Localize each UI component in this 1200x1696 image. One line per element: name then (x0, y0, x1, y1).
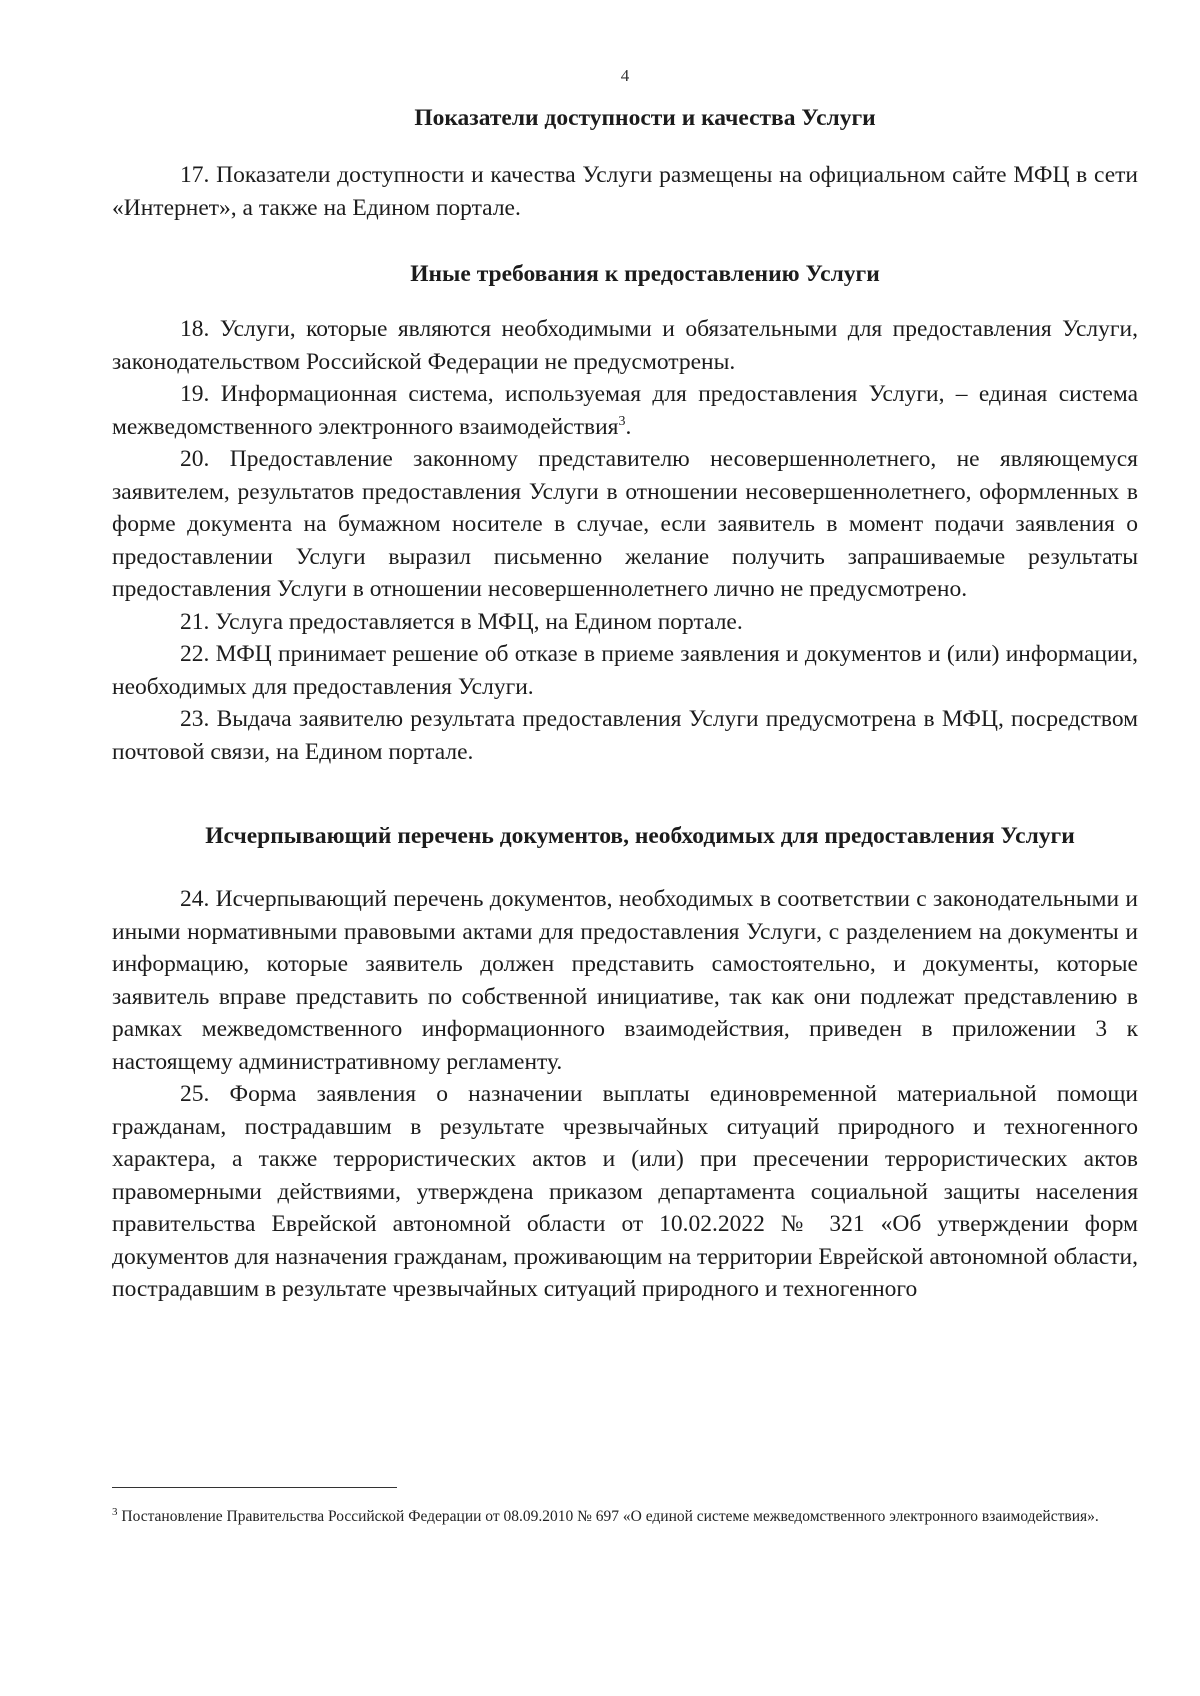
paragraph-19 (112, 378, 1138, 443)
section-other-requirements (112, 258, 1138, 768)
paragraph-25: 25. Форма заявления о назначении выплаты единовременной материальной помощи гражданам, пострадавшим в результате чрезвычайных ситуаций природного и техногенного характера, а также террористических актов и (или) при пресечении террористических актов правомерными действиями, утверждена приказом департамента социальной защиты населения правительства Еврейской автономной области от 10.02.2022 № 321 «Об утверждении форм документов для назначения гражданам, проживающим на территории Еврейской автономной области, пострадавшим в результате чрезвычайных ситуаций природного и техногенного (112, 1081, 1138, 1302)
paragraph-19-end: . (625, 413, 632, 440)
paragraph-23: 23. Выдача заявителю результата предоставления Услуги предусмотрена в МФЦ, посредством почтовой связи, на Едином портале. (112, 706, 1138, 765)
section-heading: Иные требования к предоставлению Услуги (410, 261, 880, 287)
section-document-list (112, 820, 1138, 1306)
page-number: 4 (620, 66, 630, 85)
paragraph-21: 21. Услуга предоставляется в МФЦ, на Едином портале. (180, 608, 743, 635)
paragraph-19-text: 19. Информационная система, используемая для предоставления Услуги, – единая система межведомственного электронного взаимодействия (112, 381, 1138, 440)
footnote (112, 1504, 1138, 1530)
paragraph-24: 24. Исчерпывающий перечень документов, необходимых в соответствии с законодательными и иными нормативными правовыми актами для предоставления Услуги, с разделением на документы и информацию, которые заявитель должен представить самостоятельно, и документы, которые заявитель вправе представить по собственной инициативе, так как они подлежат представлению в рамках межведомственного информационного взаимодействия, приведен в приложении 3 к настоящему административному регламенту. (112, 886, 1138, 1075)
section-heading: Исчерпывающий перечень документов, необходимых для предоставления Услуги (205, 823, 1075, 849)
section-heading: Показатели доступности и качества Услуги (414, 105, 876, 131)
section-accessibility (112, 102, 1138, 224)
paragraph-17: 17. Показатели доступности и качества Услуги размещены на официальном сайте МФЦ в сети «Интернет», а также на Едином портале. (112, 162, 1138, 221)
paragraph-20: 20. Предоставление законному представителю несовершеннолетнего, не являющемуся заявителем, результатов предоставления Услуги в отношении несовершеннолетнего, оформленных в форме документа на бумажном носителе в случае, если заявитель в момент подачи заявления о предоставлении Услуги выразил письменно желание получить запрашиваемые результаты предоставления Услуги в отношении несовершеннолетнего лично не предусмотрено. (112, 446, 1138, 602)
paragraph-22: 22. МФЦ принимает решение об отказе в приеме заявления и документов и (или) информации, необходимых для предоставления Услуги. (112, 641, 1138, 700)
footnote-ref: 3 (618, 413, 626, 429)
footnote-divider (112, 1487, 397, 1488)
paragraph-18: 18. Услуги, которые являются необходимыми и обязательными для предоставления Услуги, законодательством Российской Федерации не предусмотрены. (112, 316, 1138, 375)
footnote-marker: 3 (112, 1505, 118, 1518)
footnote-text: Постановление Правительства Российской Федерации от 08.09.2010 № 697 «О единой системе межведомственного электронного взаимодействия». (117, 1508, 1099, 1525)
